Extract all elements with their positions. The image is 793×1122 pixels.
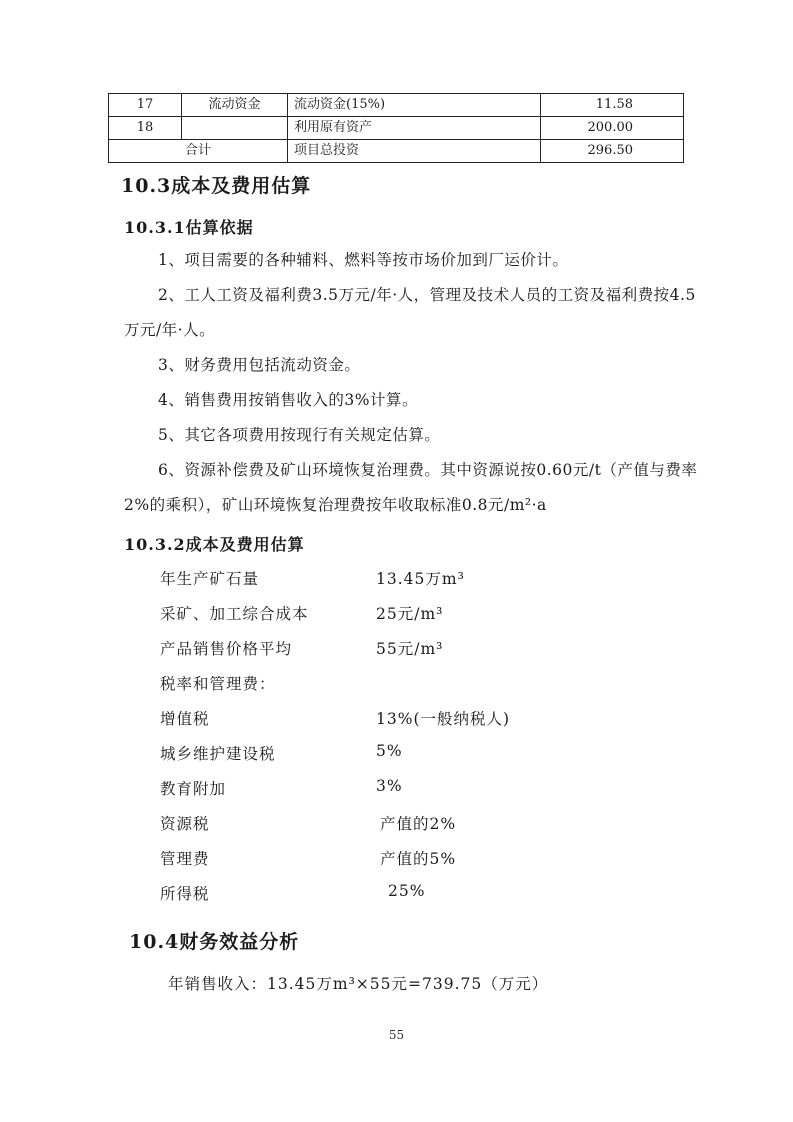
table-row <box>109 117 684 140</box>
table-total-row <box>109 140 684 163</box>
cost-value: 55元/m³ <box>376 640 444 658</box>
annual-revenue-text: 年销售收入：13.45万m³×55元=739.75（万元） <box>168 975 549 993</box>
row-number: 17 <box>109 94 182 117</box>
section-heading-10-4: 10.4财务效益分析 <box>129 931 300 953</box>
cost-label: 采矿、加工综合成本 <box>160 605 309 623</box>
basis-item: 1、项目需要的各种辅料、燃料等按市场价加到厂运价计。 <box>158 251 569 269</box>
cost-value: 5% <box>376 742 403 760</box>
cost-value: 产值的5% <box>380 850 457 868</box>
row-number: 18 <box>109 117 182 140</box>
cost-label: 资源税 <box>160 815 210 833</box>
investment-table <box>108 93 684 163</box>
cost-label: 年生产矿石量 <box>160 570 260 588</box>
row-category <box>182 117 288 140</box>
basis-item: 6、资源补偿费及矿山环境恢复治理费。其中资源说按0.60元/t（产值与费率2%的乘积），矿山环境恢复治理费按年收取标准0.8元/m²·a <box>124 461 698 514</box>
row-value: 200.00 <box>541 117 684 140</box>
total-label: 合计 <box>109 140 288 163</box>
table-row <box>109 94 684 117</box>
basis-list <box>124 243 699 523</box>
cost-value: 3% <box>376 777 403 795</box>
cost-label: 教育附加 <box>160 780 227 798</box>
cost-label: 产品销售价格平均 <box>160 640 293 658</box>
row-item: 利用原有资产 <box>288 117 541 140</box>
basis-item: 2、工人工资及福利费3.5万元/年·人，管理及技术人员的工资及福利费按4.5万元/年·人。 <box>124 286 696 339</box>
cost-label: 管理费 <box>160 850 210 868</box>
cost-label: 城乡维护建设税 <box>160 745 276 763</box>
cost-value: 25% <box>388 882 426 900</box>
basis-item: 5、其它各项费用按现行有关规定估算。 <box>158 426 441 444</box>
cost-label: 增值税 <box>160 710 210 728</box>
cost-label: 所得税 <box>160 885 210 903</box>
cost-value: 25元/m³ <box>376 605 444 623</box>
cost-label: 税率和管理费： <box>160 675 276 693</box>
total-value: 296.50 <box>541 140 684 163</box>
row-item: 流动资金(15%) <box>288 94 541 117</box>
cost-value: 产值的2% <box>380 815 457 833</box>
basis-item: 4、销售费用按销售收入的3%计算。 <box>158 391 418 409</box>
cost-value: 13.45万m³ <box>376 570 465 588</box>
row-category: 流动资金 <box>182 94 288 117</box>
page-number: 55 <box>388 1028 405 1042</box>
basis-item: 3、财务费用包括流动资金。 <box>158 356 361 374</box>
subsection-heading-10-3-2: 10.3.2成本及费用估算 <box>124 535 305 554</box>
subsection-heading-10-3-1: 10.3.1估算依据 <box>124 218 254 237</box>
row-value: 11.58 <box>541 94 684 117</box>
total-item: 项目总投资 <box>288 140 541 163</box>
cost-value: 13%(一般纳税人) <box>376 710 511 728</box>
section-heading-10-3: 10.3成本及费用估算 <box>121 175 312 197</box>
